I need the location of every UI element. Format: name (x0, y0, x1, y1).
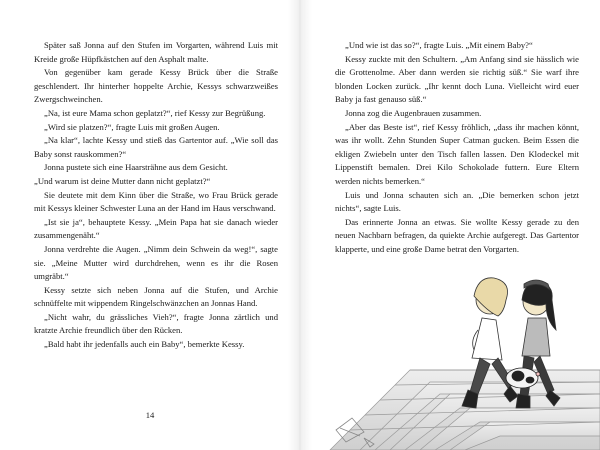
paragraph: Später saß Jonna auf den Stufen im Vorgarten, während Luis mit Kreide große Hüpfkästchen auf den Asphalt malte. (34, 40, 278, 64)
paragraph: Kessy zuckte mit den Schultern. „Am Anfang sind sie hässlich wie die Grottenolme. Aber dann werden sie richtig süß.“ Sie warf ihre blonden Locken zurück. „Ihr kennt doch Luna. Vielleicht wird euer Baby ja fast genauso süß.“ (335, 53, 579, 105)
left-page-text (34, 39, 278, 352)
paragraph: „Und warum ist deine Mutter dann nicht geplatzt?“ (34, 175, 211, 186)
paragraph: Jonna pustete sich eine Haarsträhne aus dem Gesicht. (44, 162, 228, 173)
paragraph: „Bald habt ihr jedenfalls auch ein Baby“, bemerkte Kessy. (44, 339, 245, 350)
stairs (330, 370, 600, 450)
paragraph: „Ist sie ja“, behauptete Kessy. „Mein Papa hat sie danach wieder zusammengenäht.“ (34, 216, 278, 241)
paragraph: Luis und Jonna schauten sich an. „Die bemerken schon jetzt nichts“, sagte Luis. (335, 189, 579, 214)
paragraph: „Aber das Beste ist“, rief Kessy fröhlich, „dass ihr machen könnt, was ihr wollt. Zehn Stunden Super Catman gucken. Beim Essen die ekligen Zwiebeln unter den Tisch fallen lassen. Den Klodeckel mit Lippenstift bemalen. Drei Kilo Schokolade futtern. Eure Eltern werden nichts bemerken.“ (335, 121, 579, 186)
paragraph: Das erinnerte Jonna an etwas. Sie wollte Kessy gerade zu den neuen Nachbarn befragen, da quiekte Archie aufgeregt. Das Gartentor klapperte, und eine große Dame betrat den Vorgarten. (335, 216, 579, 254)
paragraph: „Na klar“, lachte Kessy und stieß das Gartentor auf. „Wie soll das Baby sonst rauskommen?“ (34, 135, 278, 159)
right-page-text (335, 39, 579, 257)
paragraph: Sie deutete mit dem Kinn über die Straße, wo Frau Brück gerade mit Kessys kleiner Schwester Luna an der Hand im Haus verschwand. (34, 189, 278, 214)
paragraph: „Und wie ist das so?“, fragte Luis. „Mit einem Baby?“ (345, 40, 533, 50)
paragraph: Jonna verdrehte die Augen. „Nimm dein Schwein da weg!“, sagte sie. „Meine Mutter wird durchdrehen, wenn es ihr die Rosen umgräbt.“ (34, 243, 278, 282)
paragraph: „Wird sie platzen?“, fragte Luis mit großen Augen. (44, 121, 220, 132)
paragraph: „Nicht wahr, du grässliches Vieh?“, fragte Jonna zärtlich und kratzte Archie freundlich über den Rücken. (34, 311, 278, 336)
paragraph: Von gegenüber kam gerade Kessy Brück über die Straße geschlendert. Ihr hinterher hoppelte Archie, Kessys schwarzweißes Zwergschweinchen. (34, 67, 278, 105)
girls-on-stairs-illustration (300, 270, 600, 450)
paragraph: Kessy setzte sich neben Jonna auf die Stufen, und Archie schnüffelte mit wippendem Ringelschwänzchen an Jonnas Hand. (34, 284, 278, 309)
paragraph: „Na, ist eure Mama schon geplatzt?“, rief Kessy zur Begrüßung. (44, 107, 266, 118)
paragraph: Jonna zog die Augenbrauen zusammen. (345, 107, 482, 118)
page-number: 14 (145, 410, 155, 420)
